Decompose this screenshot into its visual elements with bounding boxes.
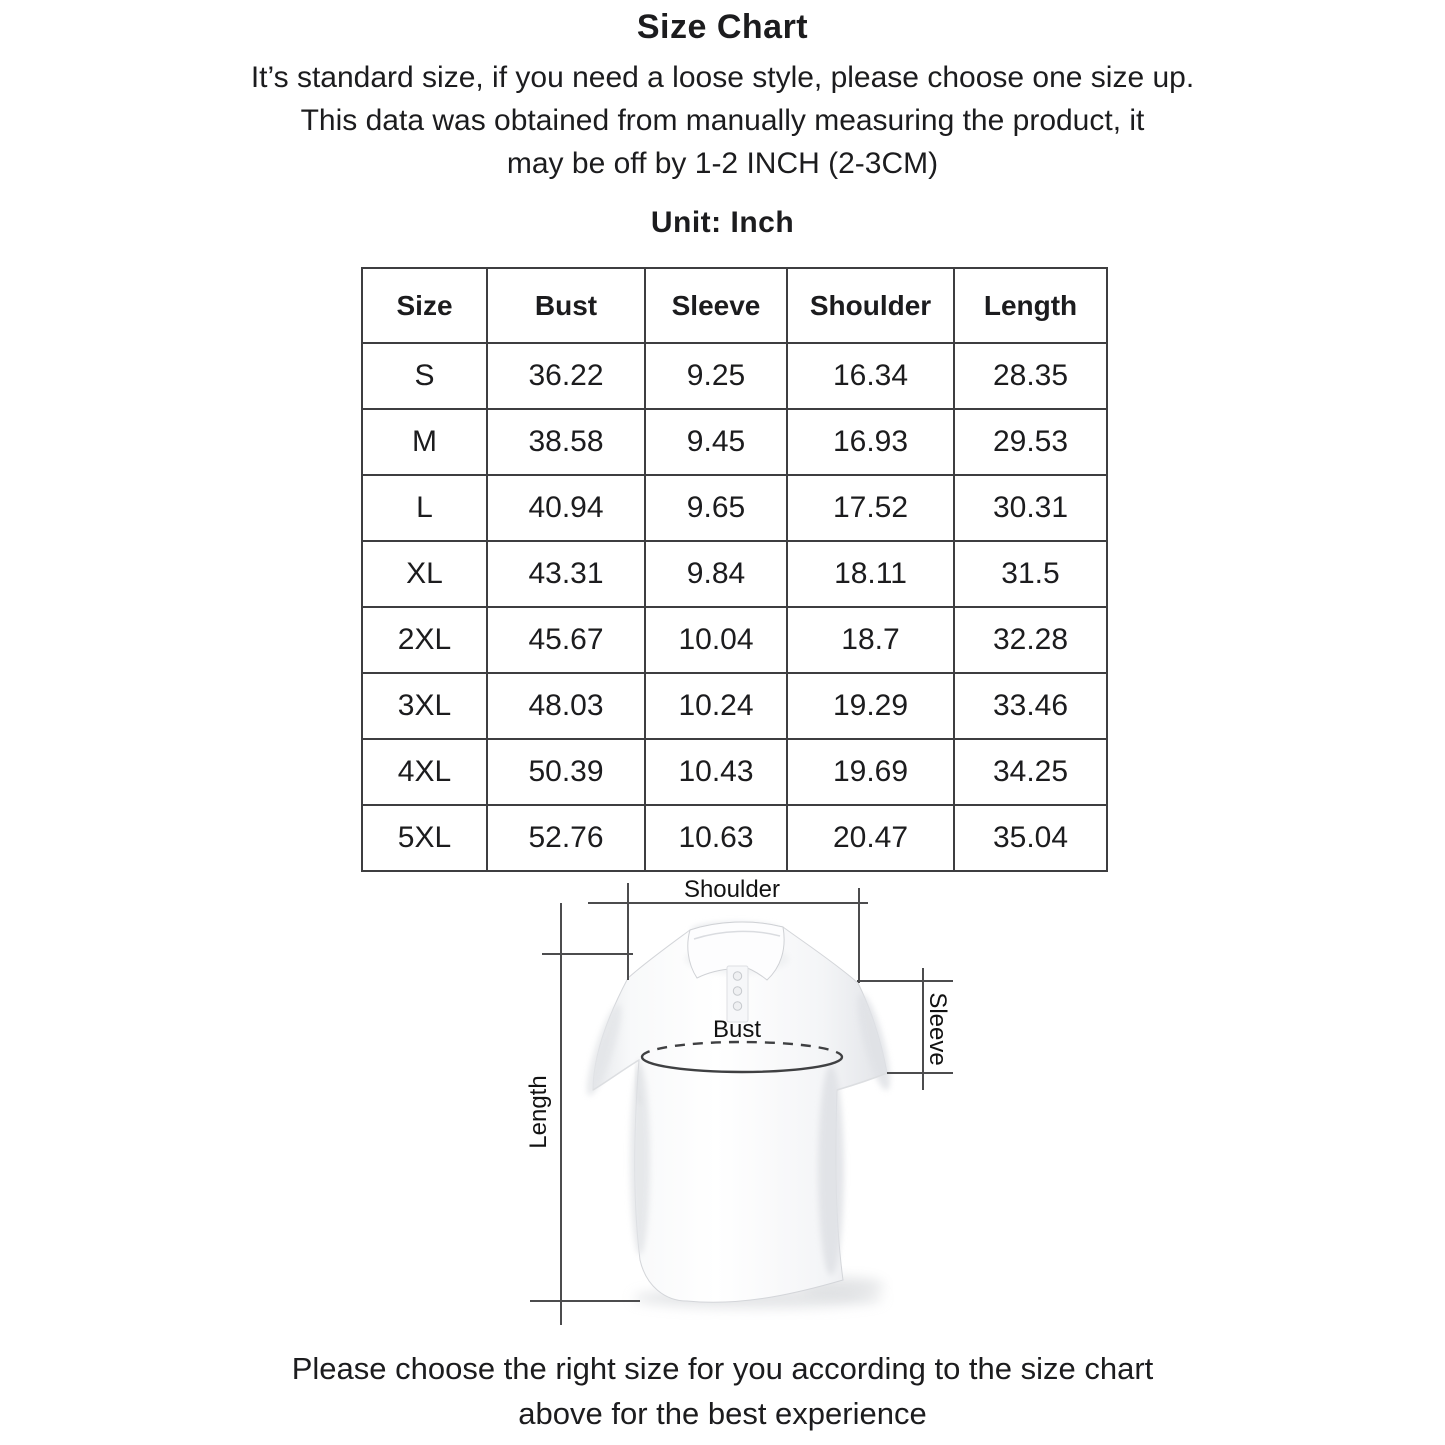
measurement-cell: 9.84 bbox=[645, 541, 787, 607]
size-table-header bbox=[362, 268, 1107, 343]
polo-shirt-illustration bbox=[490, 860, 990, 1340]
button bbox=[733, 987, 741, 995]
table-row bbox=[362, 475, 1107, 541]
size-label-cell: 2XL bbox=[362, 607, 487, 673]
size-label-cell: L bbox=[362, 475, 487, 541]
measurement-cell: 43.31 bbox=[487, 541, 645, 607]
page-title: Size Chart bbox=[636, 8, 809, 46]
size-table-body bbox=[362, 343, 1107, 871]
measurement-cell: 10.04 bbox=[645, 607, 787, 673]
measurement-cell: 31.5 bbox=[954, 541, 1107, 607]
column-header: Length bbox=[954, 268, 1107, 343]
measurement-cell: 33.46 bbox=[954, 673, 1107, 739]
measurement-cell: 38.58 bbox=[487, 409, 645, 475]
size-label-cell: M bbox=[362, 409, 487, 475]
measurement-cell: 18.7 bbox=[787, 607, 954, 673]
measurement-cell: 34.25 bbox=[954, 739, 1107, 805]
measurement-cell: 40.94 bbox=[487, 475, 645, 541]
footer-line-1: Please choose the right size for you according to the size chart bbox=[291, 1351, 1154, 1386]
measurement-cell: 28.35 bbox=[954, 343, 1107, 409]
measurement-cell: 16.93 bbox=[787, 409, 954, 475]
measurement-cell: 18.11 bbox=[787, 541, 954, 607]
intro-line-2: This data was obtained from manually measuring the product, it bbox=[300, 104, 1145, 137]
measurement-cell: 48.03 bbox=[487, 673, 645, 739]
measurement-cell: 9.65 bbox=[645, 475, 787, 541]
column-header: Shoulder bbox=[787, 268, 954, 343]
shoulder-label: Shoulder bbox=[683, 876, 781, 903]
measurement-cell: 20.47 bbox=[787, 805, 954, 871]
column-header: Bust bbox=[487, 268, 645, 343]
size-label-cell: S bbox=[362, 343, 487, 409]
table-row bbox=[362, 541, 1107, 607]
measurement-cell: 10.24 bbox=[645, 673, 787, 739]
measurement-cell: 36.22 bbox=[487, 343, 645, 409]
button bbox=[733, 972, 741, 980]
bust-label: Bust bbox=[712, 1016, 762, 1043]
measurement-cell: 45.67 bbox=[487, 607, 645, 673]
measurement-cell: 9.45 bbox=[645, 409, 787, 475]
size-label-cell: XL bbox=[362, 541, 487, 607]
intro-line-3: may be off by 1-2 INCH (2-3CM) bbox=[506, 147, 939, 180]
size-label-cell: 4XL bbox=[362, 739, 487, 805]
table-row bbox=[362, 343, 1107, 409]
measurement-cell: 17.52 bbox=[787, 475, 954, 541]
shirt-measurement-diagram bbox=[490, 860, 990, 1340]
measurement-cell: 30.31 bbox=[954, 475, 1107, 541]
measurement-cell: 32.28 bbox=[954, 607, 1107, 673]
footer-note bbox=[0, 1346, 1445, 1436]
sleeve-label: Sleeve bbox=[924, 992, 951, 1066]
column-header: Size bbox=[362, 268, 487, 343]
measurement-cell: 16.34 bbox=[787, 343, 954, 409]
measurement-cell: 9.25 bbox=[645, 343, 787, 409]
column-header: Sleeve bbox=[645, 268, 787, 343]
measurement-cell: 35.04 bbox=[954, 805, 1107, 871]
unit-label: Unit: Inch bbox=[650, 206, 795, 239]
table-row bbox=[362, 739, 1107, 805]
measurement-cell: 50.39 bbox=[487, 739, 645, 805]
measurement-cell: 19.29 bbox=[787, 673, 954, 739]
footer-line-2: above for the best experience bbox=[518, 1396, 927, 1431]
length-label: Length bbox=[525, 1075, 552, 1149]
table-row bbox=[362, 673, 1107, 739]
table-row bbox=[362, 409, 1107, 475]
measurement-cell: 29.53 bbox=[954, 409, 1107, 475]
size-label-cell: 5XL bbox=[362, 805, 487, 871]
intro-line-1: It’s standard size, if you need a loose style, please choose one size up. bbox=[250, 61, 1195, 94]
table-row bbox=[362, 607, 1107, 673]
measurement-cell: 52.76 bbox=[487, 805, 645, 871]
intro-text bbox=[0, 56, 1445, 185]
size-table bbox=[361, 267, 1108, 872]
measurement-cell: 10.43 bbox=[645, 739, 787, 805]
measurement-cell: 10.63 bbox=[645, 805, 787, 871]
button bbox=[733, 1002, 741, 1010]
size-label-cell: 3XL bbox=[362, 673, 487, 739]
measurement-cell: 19.69 bbox=[787, 739, 954, 805]
